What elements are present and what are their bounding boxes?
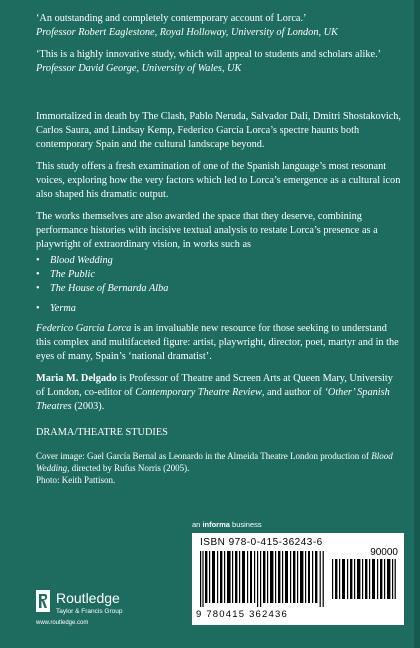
credit-text: , directed by Rufus Norris (2005).	[67, 463, 190, 474]
author-book-title: ‘Other’ Spanish Theatres	[36, 387, 390, 412]
cover-text	[36, 12, 404, 486]
publisher-url[interactable]: www.routledge.com	[36, 620, 89, 626]
barcode-box	[192, 533, 404, 625]
play-list	[36, 254, 404, 316]
play-item: • Yerma	[36, 302, 404, 316]
journal-title: Contemporary Theatre Review	[135, 387, 262, 398]
ean-number: 9 780415 362436	[196, 609, 288, 620]
price-barcode	[332, 559, 396, 599]
publisher-tagline: Taylor & Francis Group	[56, 608, 123, 615]
subject-category: DRAMA/THEATRE STUDIES	[36, 427, 168, 438]
informa-brand: informa	[202, 520, 230, 529]
bio-text: , and author of	[261, 387, 325, 398]
quote-attribution: Professor David George, University of Wales, UK	[36, 63, 242, 74]
routledge-logo	[36, 590, 196, 630]
bio-text: is Professor of Theatre and Screen Arts at Queen Mary, University of London, co-editor of	[36, 373, 393, 398]
book-title: Federico García Lorca	[36, 323, 132, 334]
author-name: Maria M. Delgado	[36, 373, 117, 384]
informa-prefix: an	[192, 520, 203, 529]
quote-attribution: Professor Robert Eaglestone, Royal Holloway, University of London, UK	[36, 27, 338, 38]
price-code: 90000	[370, 547, 398, 558]
informa-suffix: business	[229, 520, 262, 529]
paragraph-text: is an invaluable new resource for those seeking to understand this complex and multifaceted figure: artist, playwright, director, poet, martyr and in the eyes of many, Spain’s ‘national dramatist’.	[36, 323, 399, 362]
play-item: • The Public	[36, 268, 404, 282]
blurb-paragraph-1: Immortalized in death by The Clash, Pablo Neruda, Salvador Dalí, Dmitri Shostakovich, Carlos Saura, and Lindsay Kemp, Federico García Lorca’s spectre haunts both contemporary Spain and the cultural landscape beyond.	[36, 111, 401, 150]
spine-edge	[414, 0, 420, 648]
spacer	[36, 84, 404, 110]
credit-text: Cover image: Gael García Bernal as Leonardo in the Almeida Theatre London production of	[36, 451, 372, 461]
quote-text: ‘This is a highly innovative study, which will appeal to students and scholars alike.’	[36, 49, 382, 60]
blurb-paragraph-2: This study offers a fresh examination of one of the Spanish language’s most resonant voices, exploring how the very factors which led to Lorca’s emergence as a cultural icon also shaped his dramatic output.	[36, 161, 401, 200]
routledge-mark-icon	[36, 590, 50, 612]
informa-business-label	[192, 520, 262, 529]
quote-text: ‘An outstanding and completely contemporary account of Lorca.’	[36, 13, 307, 24]
credit-play-title: Blood Wedding	[36, 451, 393, 474]
cover-credit	[36, 450, 404, 486]
play-item: • The House of Bernarda Alba	[36, 282, 404, 296]
play-item: • Blood Wedding	[36, 254, 404, 268]
author-bio	[36, 372, 404, 414]
photo-credit: Photo: Keith Pattison.	[36, 475, 116, 486]
publisher-name: Routledge	[56, 590, 120, 606]
review-quote-2	[36, 48, 404, 76]
isbn-text: ISBN 978-0-415-36243-6	[200, 537, 323, 548]
bio-text: (2003).	[71, 401, 105, 412]
ean-barcode	[200, 551, 324, 607]
review-quote-1	[36, 12, 404, 40]
blurb-paragraph-3: The works themselves are also awarded the space that they deserve, combining performance histories with incisive textual analysis to restate Lorca’s presence as a playwright of extraordinary vision, in works such as	[36, 211, 378, 250]
blurb-paragraph-4	[36, 322, 404, 364]
